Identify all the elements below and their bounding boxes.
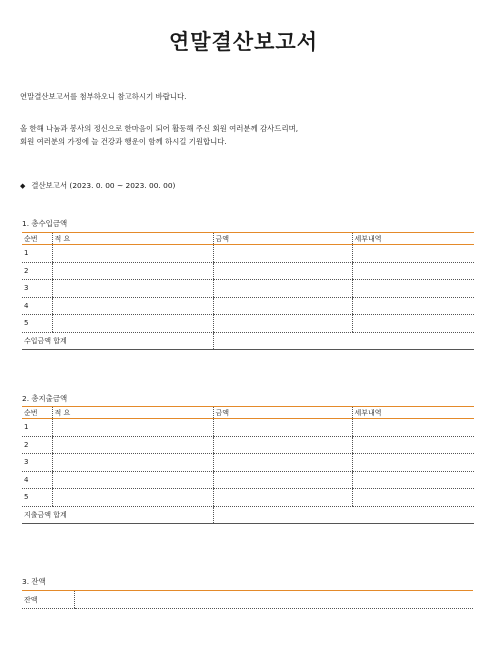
amount-cell[interactable] <box>213 454 352 472</box>
table-row <box>22 245 474 263</box>
thanks-line-2: 회원 여러분의 가정에 늘 건강과 행운이 함께 하시길 기원합니다. <box>20 137 227 146</box>
amount-cell[interactable] <box>213 262 352 280</box>
amount-cell[interactable] <box>213 245 352 263</box>
summary-cell[interactable] <box>52 419 213 437</box>
details-cell[interactable] <box>352 454 474 472</box>
row-number: 2 <box>22 436 52 454</box>
amount-cell[interactable] <box>213 315 352 333</box>
amount-cell[interactable] <box>213 280 352 298</box>
details-cell[interactable] <box>352 262 474 280</box>
amount-cell[interactable] <box>213 436 352 454</box>
summary-cell[interactable] <box>52 489 213 507</box>
column-header-amount: 금액 <box>213 407 352 419</box>
row-number: 1 <box>22 419 52 437</box>
row-number: 4 <box>22 297 52 315</box>
details-cell[interactable] <box>352 315 474 333</box>
summary-cell[interactable] <box>52 315 213 333</box>
balance-label: 잔액 <box>22 591 74 609</box>
details-cell[interactable] <box>352 280 474 298</box>
expense-header-row <box>22 407 474 419</box>
table-row <box>22 280 474 298</box>
column-header-details: 세부내역 <box>352 233 474 245</box>
row-number: 5 <box>22 489 52 507</box>
table-row <box>22 471 474 489</box>
table-row <box>22 454 474 472</box>
expense-total-value[interactable] <box>213 506 474 524</box>
amount-cell[interactable] <box>213 489 352 507</box>
table-row <box>22 262 474 280</box>
row-number: 3 <box>22 280 52 298</box>
details-cell[interactable] <box>352 489 474 507</box>
column-header-summary: 적 요 <box>52 407 213 419</box>
table-row <box>22 436 474 454</box>
income-header-row <box>22 233 474 245</box>
column-header-summary: 적 요 <box>52 233 213 245</box>
column-header-amount: 금액 <box>213 233 352 245</box>
income-table <box>22 232 474 350</box>
expense-total-label: 지출금액 합계 <box>22 506 213 524</box>
expense-section-label: 2. 총지출금액 <box>22 394 68 403</box>
income-total-value[interactable] <box>213 332 474 350</box>
amount-cell[interactable] <box>213 471 352 489</box>
column-header-details: 세부내역 <box>352 407 474 419</box>
table-row <box>22 315 474 333</box>
summary-cell[interactable] <box>52 245 213 263</box>
row-number: 2 <box>22 262 52 280</box>
summary-cell[interactable] <box>52 454 213 472</box>
thanks-line-1: 올 한해 나눔과 봉사의 정신으로 한마음이 되어 활동해 주신 회원 여러분께 감사드리며, <box>20 124 299 133</box>
column-header-no: 순번 <box>22 407 52 419</box>
row-number: 3 <box>22 454 52 472</box>
balance-section-label: 3. 잔액 <box>22 577 46 586</box>
diamond-bullet-icon: ◆ <box>20 182 26 190</box>
row-number: 4 <box>22 471 52 489</box>
balance-table <box>22 590 473 609</box>
table-row <box>22 297 474 315</box>
row-number: 5 <box>22 315 52 333</box>
period-heading <box>20 180 175 191</box>
expense-total-row <box>22 506 474 524</box>
table-row <box>22 489 474 507</box>
income-section-label: 1. 총수입금액 <box>22 219 68 228</box>
amount-cell[interactable] <box>213 419 352 437</box>
income-total-label: 수입금액 합계 <box>22 332 213 350</box>
amount-cell[interactable] <box>213 297 352 315</box>
details-cell[interactable] <box>352 245 474 263</box>
details-cell[interactable] <box>352 436 474 454</box>
summary-cell[interactable] <box>52 436 213 454</box>
expense-table <box>22 406 474 524</box>
table-row <box>22 419 474 437</box>
intro-text: 연말결산보고서를 첨부하오니 참고하시기 바랍니다. <box>20 92 187 101</box>
document-title: 연말결산보고서 <box>168 29 318 54</box>
income-total-row <box>22 332 474 350</box>
period-text: 결산보고서 (2023. 0. 00 ~ 2023. 00. 00) <box>31 181 176 190</box>
balance-value[interactable] <box>74 591 473 609</box>
summary-cell[interactable] <box>52 280 213 298</box>
balance-row <box>22 591 473 609</box>
summary-cell[interactable] <box>52 262 213 280</box>
row-number: 1 <box>22 245 52 263</box>
details-cell[interactable] <box>352 297 474 315</box>
column-header-no: 순번 <box>22 233 52 245</box>
summary-cell[interactable] <box>52 297 213 315</box>
details-cell[interactable] <box>352 471 474 489</box>
summary-cell[interactable] <box>52 471 213 489</box>
details-cell[interactable] <box>352 419 474 437</box>
